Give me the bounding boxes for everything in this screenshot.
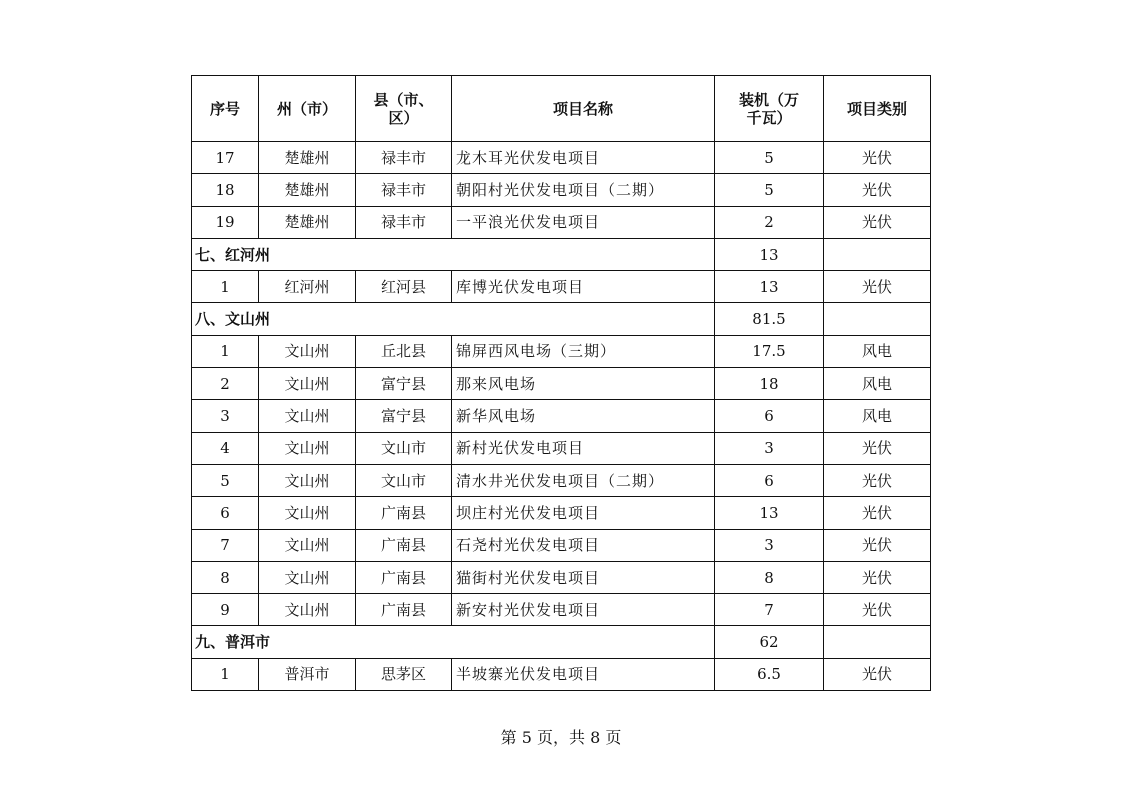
cell-county: 禄丰市 [356, 142, 452, 174]
cell-prefecture: 楚雄州 [259, 142, 356, 174]
cell-capacity: 6 [715, 464, 824, 496]
cell-capacity: 13 [715, 497, 824, 529]
cell-county: 文山市 [356, 432, 452, 464]
cell-category: 光伏 [824, 174, 931, 206]
region-subtotal-row [192, 626, 931, 658]
table-row [192, 400, 931, 432]
table-row [192, 368, 931, 400]
cell-project-name: 一平浪光伏发电项目 [452, 206, 715, 238]
cell-project-name: 新安村光伏发电项目 [452, 594, 715, 626]
region-capacity: 81.5 [715, 303, 824, 335]
cell-seq: 9 [192, 594, 259, 626]
cell-capacity: 6.5 [715, 658, 824, 690]
cell-prefecture: 红河州 [259, 271, 356, 303]
cell-county: 文山市 [356, 464, 452, 496]
cell-project-name: 坝庄村光伏发电项目 [452, 497, 715, 529]
cell-seq: 1 [192, 335, 259, 367]
cell-prefecture: 文山州 [259, 594, 356, 626]
cell-prefecture: 文山州 [259, 561, 356, 593]
cell-county: 丘北县 [356, 335, 452, 367]
region-subtotal-row [192, 303, 931, 335]
table-row [192, 206, 931, 238]
cell-seq: 17 [192, 142, 259, 174]
cell-county: 广南县 [356, 497, 452, 529]
cell-category: 光伏 [824, 658, 931, 690]
table-row [192, 464, 931, 496]
table-header-row [192, 76, 931, 142]
cell-seq: 1 [192, 271, 259, 303]
cell-category: 光伏 [824, 432, 931, 464]
table-row [192, 561, 931, 593]
region-label: 七、红河州 [192, 238, 715, 270]
table-row [192, 271, 931, 303]
cell-project-name: 新村光伏发电项目 [452, 432, 715, 464]
cell-county: 红河县 [356, 271, 452, 303]
table-row [192, 335, 931, 367]
table-body [192, 142, 931, 691]
cell-category: 光伏 [824, 594, 931, 626]
cell-county: 禄丰市 [356, 206, 452, 238]
cell-county: 富宁县 [356, 368, 452, 400]
region-label: 八、文山州 [192, 303, 715, 335]
cell-capacity: 3 [715, 529, 824, 561]
table-row [192, 432, 931, 464]
header-capacity: 装机（万千瓦） [715, 76, 824, 142]
cell-prefecture: 文山州 [259, 497, 356, 529]
cell-category: 风电 [824, 368, 931, 400]
cell-capacity: 3 [715, 432, 824, 464]
cell-project-name: 新华风电场 [452, 400, 715, 432]
cell-capacity: 18 [715, 368, 824, 400]
region-capacity: 13 [715, 238, 824, 270]
cell-prefecture: 楚雄州 [259, 206, 356, 238]
cell-capacity: 2 [715, 206, 824, 238]
cell-category: 光伏 [824, 561, 931, 593]
cell-project-name: 库博光伏发电项目 [452, 271, 715, 303]
cell-prefecture: 文山州 [259, 432, 356, 464]
cell-prefecture: 文山州 [259, 335, 356, 367]
cell-capacity: 8 [715, 561, 824, 593]
cell-seq: 6 [192, 497, 259, 529]
cell-county: 禄丰市 [356, 174, 452, 206]
cell-capacity: 5 [715, 174, 824, 206]
cell-project-name: 猫街村光伏发电项目 [452, 561, 715, 593]
cell-capacity: 13 [715, 271, 824, 303]
cell-county: 思茅区 [356, 658, 452, 690]
header-category: 项目类别 [824, 76, 931, 142]
page-footer: 第 5 页，共 8 页 [500, 728, 622, 747]
cell-seq: 5 [192, 464, 259, 496]
cell-prefecture: 文山州 [259, 464, 356, 496]
table-row [192, 142, 931, 174]
cell-county: 富宁县 [356, 400, 452, 432]
cell-category: 光伏 [824, 529, 931, 561]
cell-seq: 3 [192, 400, 259, 432]
cell-project-name: 朝阳村光伏发电项目（二期） [452, 174, 715, 206]
cell-prefecture: 文山州 [259, 368, 356, 400]
cell-category: 风电 [824, 335, 931, 367]
header-seq: 序号 [192, 76, 259, 142]
region-capacity: 62 [715, 626, 824, 658]
header-project-name: 项目名称 [452, 76, 715, 142]
cell-category: 光伏 [824, 142, 931, 174]
cell-project-name: 半坡寨光伏发电项目 [452, 658, 715, 690]
empty-cell [824, 303, 931, 335]
region-subtotal-row [192, 238, 931, 270]
cell-capacity: 7 [715, 594, 824, 626]
cell-seq: 2 [192, 368, 259, 400]
cell-seq: 7 [192, 529, 259, 561]
cell-category: 光伏 [824, 206, 931, 238]
cell-capacity: 17.5 [715, 335, 824, 367]
table-row [192, 174, 931, 206]
cell-category: 光伏 [824, 271, 931, 303]
cell-prefecture: 普洱市 [259, 658, 356, 690]
table-row [192, 529, 931, 561]
cell-county: 广南县 [356, 594, 452, 626]
region-label: 九、普洱市 [192, 626, 715, 658]
cell-category: 风电 [824, 400, 931, 432]
cell-county: 广南县 [356, 529, 452, 561]
cell-prefecture: 文山州 [259, 529, 356, 561]
cell-county: 广南县 [356, 561, 452, 593]
header-county: 县（市、区） [356, 76, 452, 142]
cell-seq: 4 [192, 432, 259, 464]
cell-seq: 18 [192, 174, 259, 206]
cell-prefecture: 文山州 [259, 400, 356, 432]
cell-category: 光伏 [824, 497, 931, 529]
cell-category: 光伏 [824, 464, 931, 496]
empty-cell [824, 238, 931, 270]
table-row [192, 658, 931, 690]
cell-project-name: 那来风电场 [452, 368, 715, 400]
cell-seq: 19 [192, 206, 259, 238]
table-row [192, 594, 931, 626]
cell-seq: 1 [192, 658, 259, 690]
cell-seq: 8 [192, 561, 259, 593]
header-prefecture: 州（市） [259, 76, 356, 142]
cell-project-name: 石尧村光伏发电项目 [452, 529, 715, 561]
empty-cell [824, 626, 931, 658]
cell-capacity: 5 [715, 142, 824, 174]
cell-prefecture: 楚雄州 [259, 174, 356, 206]
cell-project-name: 清水井光伏发电项目（二期） [452, 464, 715, 496]
table-row [192, 497, 931, 529]
project-table [191, 75, 931, 691]
cell-project-name: 锦屏西风电场（三期） [452, 335, 715, 367]
cell-capacity: 6 [715, 400, 824, 432]
cell-project-name: 龙木耳光伏发电项目 [452, 142, 715, 174]
